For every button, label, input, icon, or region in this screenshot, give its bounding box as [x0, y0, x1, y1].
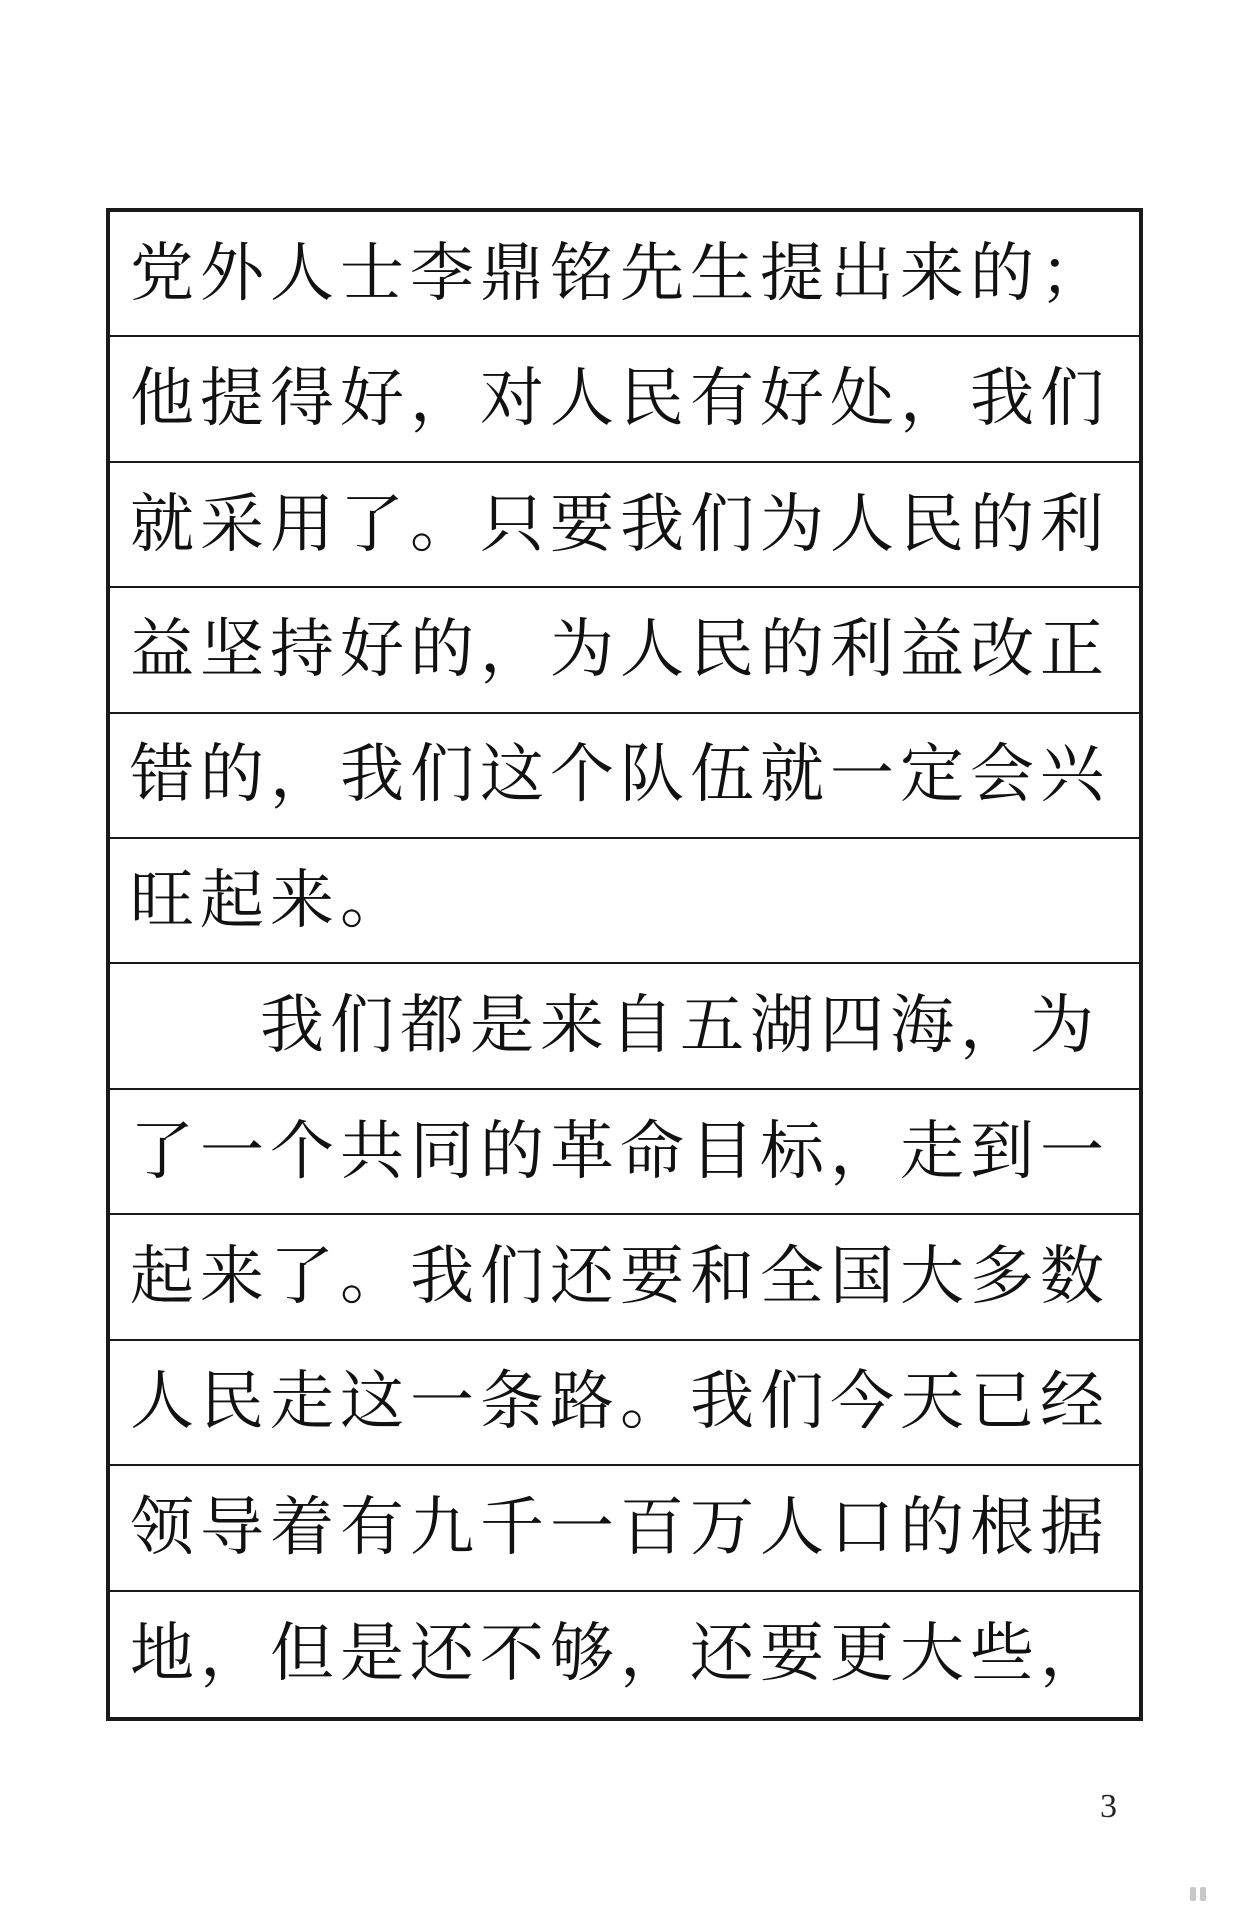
page-number: 3 [1100, 1788, 1117, 1825]
paragraph-start-line: 我们都是来自五湖四海，为 [110, 964, 1139, 1089]
text-line: 地，但是还不够，还要更大些， [130, 1617, 1110, 1692]
text-line: 党外人士李鼎铭先生提出来的； [110, 212, 1139, 337]
text-line: 领导着有九千一百万人口的根据 [110, 1466, 1139, 1591]
text-line: 他提得好，对人民有好处，我们 [110, 337, 1139, 462]
text-line: 人民走这一条路。我们今天已经 [110, 1341, 1139, 1466]
text-line: 了一个共同的革命目标，走到一 [110, 1090, 1139, 1215]
text-line: 错的，我们这个队伍就一定会兴 [110, 714, 1139, 839]
text-line: 就采用了。只要我们为人民的利 [110, 463, 1139, 588]
text-line: 旺起来。 [110, 839, 1139, 964]
calligraphy-practice-sheet [106, 208, 1143, 1721]
text-line: 起来了。我们还要和全国大多数 [110, 1215, 1139, 1340]
corner-mark-icon [1190, 1886, 1220, 1900]
text-line: 益坚持好的，为人民的利益改正 [110, 588, 1139, 713]
